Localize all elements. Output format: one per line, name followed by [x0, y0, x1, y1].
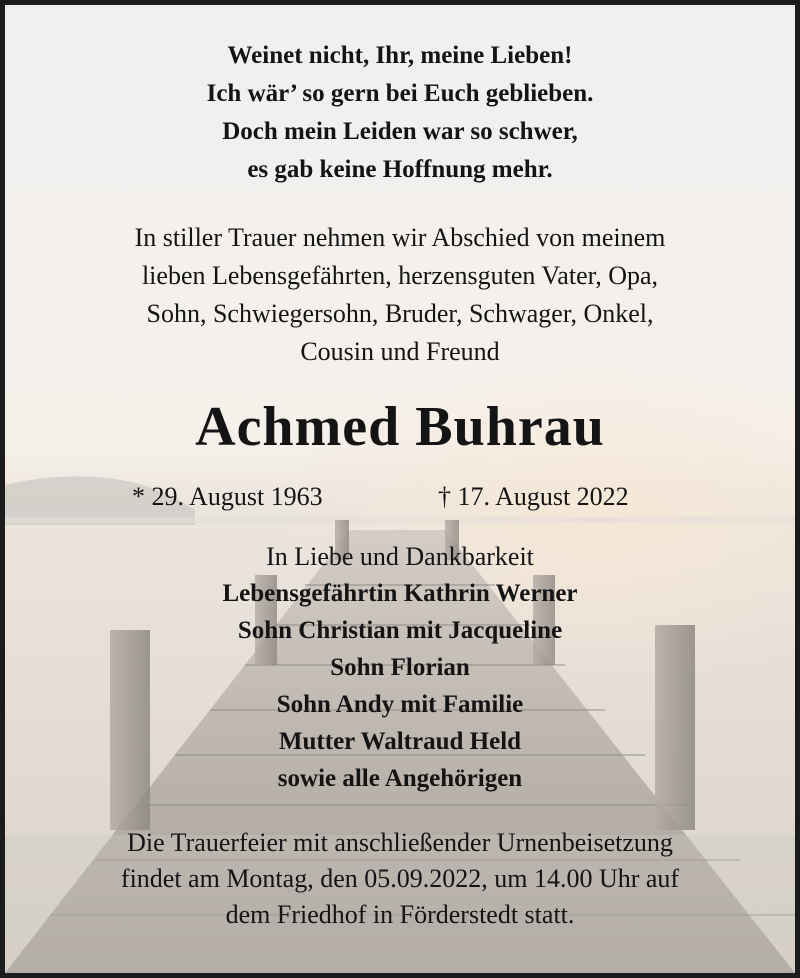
poem-line: Weinet nicht, Ihr, meine Lieben!	[227, 42, 573, 69]
funeral-line: Die Trauerfeier mit anschließender Urnenbeisetzung	[127, 828, 673, 857]
mourner-entry: Mutter Waltraud Held	[278, 728, 522, 755]
poem-verse	[5, 37, 795, 189]
mourners-list	[5, 538, 795, 797]
mourner-entry: Sohn Christian mit Jacqueline	[237, 617, 563, 644]
mourners-intro: In Liebe und Dankbarkeit	[266, 542, 534, 571]
poem-line: es gab keine Hoffnung mehr.	[247, 156, 553, 183]
deceased-name: Achmed Buhrau	[195, 396, 605, 458]
mourner-entry: Sohn Andy mit Familie	[276, 691, 524, 718]
mourner-entry: sowie alle Angehörigen	[277, 765, 523, 792]
farewell-intro	[5, 219, 795, 371]
poem-line: Doch mein Leiden war so schwer,	[222, 118, 578, 145]
birth-date: * 29. August 1963	[132, 482, 323, 511]
intro-line: Sohn, Schwiegersohn, Bruder, Schwager, Onkel,	[146, 299, 654, 328]
intro-line: lieben Lebensgefährten, herzensguten Vater, Opa,	[141, 261, 659, 290]
funeral-details	[5, 825, 795, 933]
intro-line: Cousin und Freund	[300, 337, 500, 366]
mourner-entry: Lebensgefährtin Kathrin Werner	[222, 580, 578, 607]
mourner-entry: Sohn Florian	[330, 654, 470, 681]
funeral-line: dem Friedhof in Förderstedt statt.	[225, 900, 575, 929]
poem-line: Ich wär’ so gern bei Euch geblieben.	[206, 80, 594, 107]
funeral-line: findet am Montag, den 05.09.2022, um 14.00 Uhr auf	[120, 864, 680, 893]
intro-line: In stiller Trauer nehmen wir Abschied von meinem	[134, 223, 666, 252]
death-date: † 17. August 2022	[438, 482, 629, 511]
